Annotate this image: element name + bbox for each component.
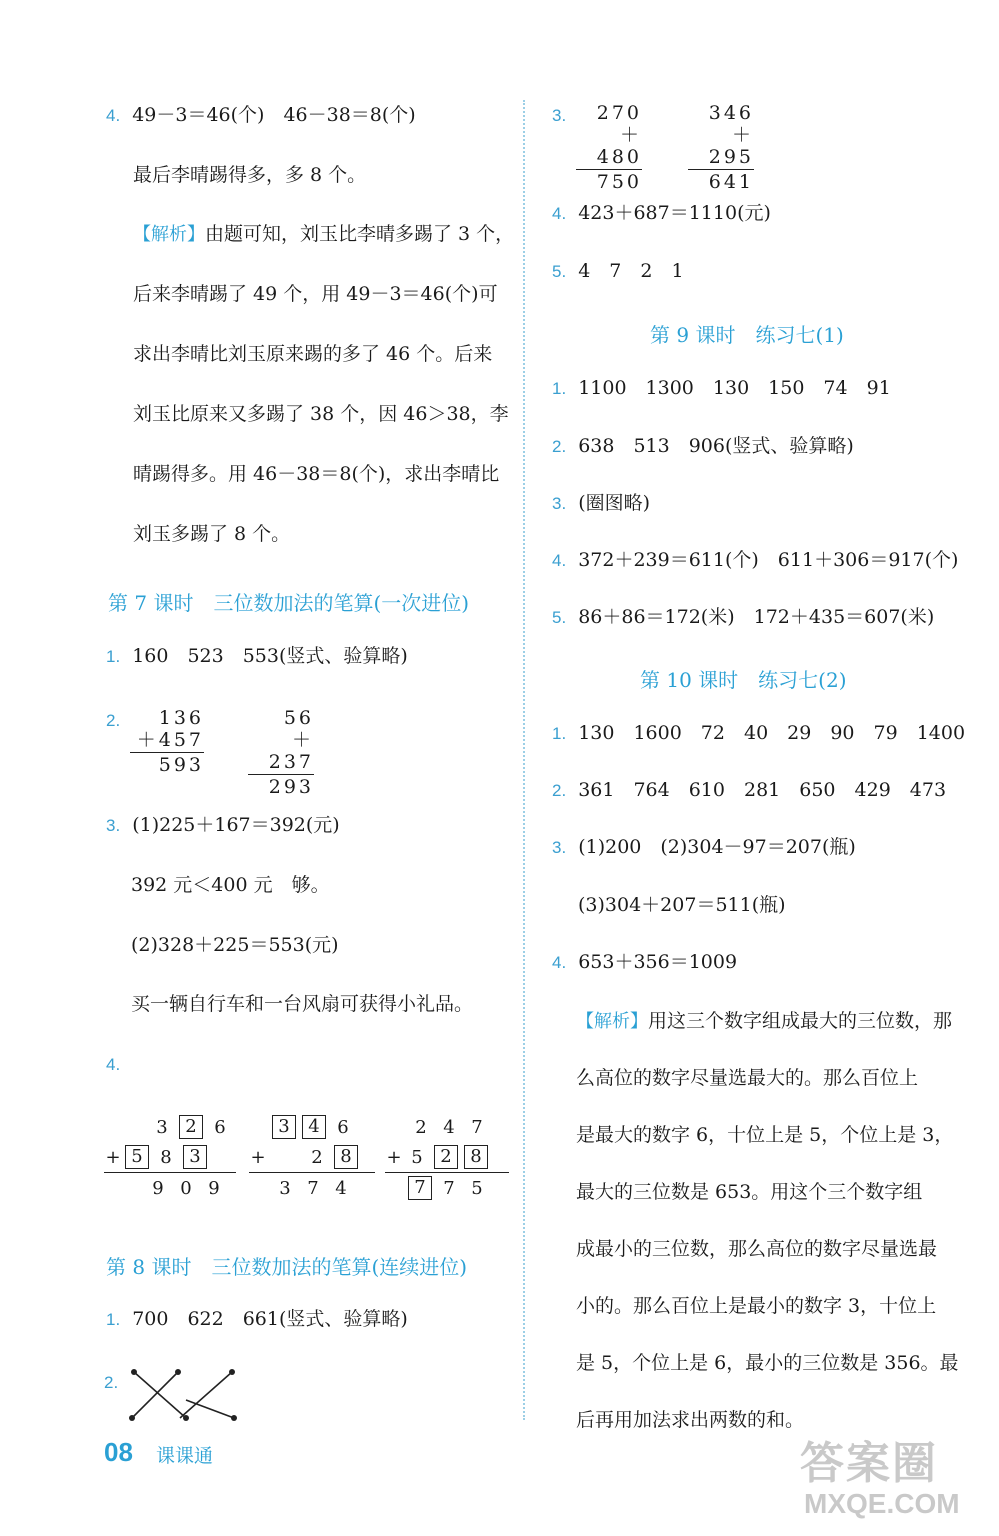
calc-rule xyxy=(576,169,642,170)
analysis-text: 成最小的三位数，那么高位的数字尽量选最 xyxy=(576,1238,938,1260)
calc-rule xyxy=(688,169,754,170)
watermark-logo xyxy=(800,1440,960,1520)
q-number: 3. xyxy=(552,494,567,513)
filled-box: 3 xyxy=(272,1115,296,1139)
calc-result: 641 xyxy=(708,171,754,193)
calc-top: 346 xyxy=(708,102,754,124)
filled-box: 7 xyxy=(408,1176,432,1200)
calc-row xyxy=(249,1173,375,1203)
answer-text: 买一辆自行车和一台风扇可获得小礼品。 xyxy=(131,993,474,1015)
lesson-8-heading: 第 8 课时 三位数加法的笔算(连续进位) xyxy=(106,1255,468,1279)
q-text: 638 513 906(竖式、验算略) xyxy=(578,435,854,457)
digit: 5 xyxy=(471,1177,483,1199)
answer-text: 最后李晴踢得多，多 8 个。 xyxy=(133,164,367,186)
digit: 9 xyxy=(208,1177,220,1199)
q-number: 2. xyxy=(104,1373,119,1392)
answer-text: 392 元＜400 元 够。 xyxy=(131,874,330,896)
calc-row xyxy=(249,1142,375,1172)
analysis-text: 用这三个数字组成最大的三位数，那 xyxy=(648,1010,953,1032)
q-number: 1. xyxy=(552,379,567,398)
s7-q3 xyxy=(106,813,340,838)
s7-q2-number xyxy=(106,708,132,733)
q-text: (1)200 (2)304－97＝207(瓶) xyxy=(578,836,856,858)
calc-row xyxy=(385,1142,509,1172)
s9-q4 xyxy=(552,548,958,573)
digit: 4 xyxy=(335,1177,347,1199)
q-text: 653＋356＝1009 xyxy=(578,951,738,973)
digit: 7 xyxy=(443,1177,455,1199)
r-q3-number xyxy=(552,103,578,128)
match-dot xyxy=(131,1369,137,1375)
digit: 2 xyxy=(415,1116,427,1138)
match-dot xyxy=(231,1415,237,1421)
digit: 8 xyxy=(160,1146,172,1168)
filled-box: 4 xyxy=(302,1115,326,1139)
q-number: 4. xyxy=(106,106,121,125)
vertical-calc xyxy=(576,102,642,193)
plus-sign: + xyxy=(250,1146,266,1168)
digit: 2 xyxy=(311,1146,323,1168)
s10-q3 xyxy=(552,835,856,860)
calc-rule xyxy=(248,774,314,775)
calc-rule xyxy=(130,752,204,753)
matching-lines-diagram xyxy=(120,1360,250,1430)
fill-digit-calc xyxy=(104,1112,236,1203)
q-number: 3. xyxy=(552,106,567,125)
lesson-10-heading: 第 10 课时 练习七(2) xyxy=(640,668,847,692)
q-number: 1. xyxy=(106,1310,121,1329)
brand-name: 课课通 xyxy=(156,1445,214,1467)
calc-add: ＋295 xyxy=(708,124,754,168)
analysis-text: 小的。那么百位上是最小的数字 3，十位上 xyxy=(576,1295,937,1317)
calc-add: ＋480 xyxy=(596,124,642,168)
s7-q1 xyxy=(106,644,408,669)
match-dot xyxy=(129,1415,135,1421)
watermark-text: 答案圈 xyxy=(800,1439,938,1488)
digit: 3 xyxy=(279,1177,291,1199)
analysis-line xyxy=(133,222,514,247)
calc-row xyxy=(104,1112,236,1142)
analysis-text: 刘玉多踢了 8 个。 xyxy=(133,523,291,545)
match-dot xyxy=(229,1369,235,1375)
vertical-calc xyxy=(130,707,204,776)
digit: 7 xyxy=(307,1177,319,1199)
q-number: 4. xyxy=(552,551,567,570)
q-text: 361 764 610 281 650 429 473 xyxy=(578,779,947,801)
analysis-text: 是最大的数字 6，十位上是 5，个位上是 3， xyxy=(576,1124,954,1146)
fill-digit-calc xyxy=(249,1112,375,1203)
plus-sign: + xyxy=(386,1146,402,1168)
analysis-text: 么高位的数字尽量选最大的。那么百位上 xyxy=(576,1067,919,1089)
s9-q3 xyxy=(552,491,650,516)
digit: 9 xyxy=(152,1177,164,1199)
filled-box: 5 xyxy=(125,1145,149,1169)
q-number: 1. xyxy=(106,647,121,666)
s10-q2 xyxy=(552,778,946,803)
calc-row xyxy=(104,1142,236,1172)
q-text: 372＋239＝611(个) 611＋306＝917(个) xyxy=(578,549,959,571)
s10-q4 xyxy=(552,950,737,975)
match-line xyxy=(186,1400,234,1418)
vertical-calc xyxy=(688,102,754,193)
fill-digit-calc xyxy=(385,1112,509,1203)
filled-box: 8 xyxy=(334,1145,358,1169)
digit: 0 xyxy=(180,1177,192,1199)
digit: 6 xyxy=(337,1116,349,1138)
s9-q2 xyxy=(552,434,854,459)
answer-text: (2)328＋225＝553(元) xyxy=(131,934,339,956)
digit: 7 xyxy=(471,1116,483,1138)
q-number: 5. xyxy=(552,262,567,281)
r-q4 xyxy=(552,201,771,226)
s10-q1 xyxy=(552,721,965,746)
q-number: 1. xyxy=(552,724,567,743)
analysis-text: 是 5，个位上是 6，最小的三位数是 356。最 xyxy=(576,1352,959,1374)
filled-box: 2 xyxy=(434,1145,458,1169)
q-number: 3. xyxy=(106,816,121,835)
r-q5 xyxy=(552,259,684,284)
analysis-line xyxy=(576,1009,952,1034)
lesson-9-heading: 第 9 课时 练习七(1) xyxy=(650,323,844,347)
calc-result: 750 xyxy=(596,171,642,193)
s9-q1 xyxy=(552,376,891,401)
filled-box: 8 xyxy=(464,1145,488,1169)
calc-result: 293 xyxy=(268,776,314,798)
analysis-text: 由题可知，刘玉比李晴多踢了 3 个， xyxy=(205,223,515,245)
q-number: 4. xyxy=(552,953,567,972)
calc-top: 270 xyxy=(596,102,642,124)
digit: 6 xyxy=(214,1116,226,1138)
q-text: 86＋86＝172(米) 172＋435＝607(米) xyxy=(578,606,935,628)
analysis-text: 最大的三位数是 653。用这个三个数字组 xyxy=(576,1181,923,1203)
calc-top: 56 xyxy=(283,707,314,729)
calc-result: 593 xyxy=(158,754,204,776)
digit: 5 xyxy=(411,1146,423,1168)
match-line xyxy=(180,1372,232,1418)
analysis-text: 求出李晴比刘玉原来踢的多了 46 个。后来 xyxy=(133,343,493,365)
q-text: 160 523 553(竖式、验算略) xyxy=(132,645,408,667)
page-number: 08 xyxy=(104,1437,133,1467)
q-text: 130 1600 72 40 29 90 79 1400 xyxy=(578,722,966,744)
analysis-text: 刘玉比原来又多踢了 38 个，因 46＞38，李 xyxy=(133,403,509,425)
answer-text: (3)304＋207＝511(瓶) xyxy=(578,894,786,916)
analysis-text: 后来李晴踢了 49 个，用 49－3＝46(个)可 xyxy=(133,283,498,305)
match-line xyxy=(134,1372,186,1418)
column-divider xyxy=(523,100,525,1420)
filled-box: 2 xyxy=(179,1115,203,1139)
calc-add: ＋237 xyxy=(268,729,314,773)
calc-top: 136 xyxy=(158,707,204,729)
q-number: 4. xyxy=(106,1055,121,1074)
q-text: 1100 1300 130 150 74 91 xyxy=(578,377,891,399)
q-text: 49－3＝46(个) 46－38＝8(个) xyxy=(132,104,416,126)
q-number: 2. xyxy=(106,711,121,730)
q-number: 5. xyxy=(552,608,567,627)
calc-row xyxy=(385,1173,509,1203)
lesson-7-heading: 第 7 课时 三位数加法的笔算(一次进位) xyxy=(108,591,470,615)
filled-box: 3 xyxy=(183,1145,207,1169)
q-number: 2. xyxy=(552,437,567,456)
q-text: (圈图略) xyxy=(578,492,651,514)
q-text: 423＋687＝1110(元) xyxy=(578,202,771,224)
calc-row xyxy=(104,1173,236,1203)
q-text: (1)225＋167＝392(元) xyxy=(132,814,340,836)
analysis-text: 后再用加法求出两数的和。 xyxy=(576,1409,805,1431)
q-text: 700 622 661(竖式、验算略) xyxy=(132,1308,408,1330)
vertical-calc xyxy=(248,707,314,798)
match-line xyxy=(132,1372,178,1418)
analysis-tag: 【解析】 xyxy=(133,224,205,245)
q-number: 3. xyxy=(552,838,567,857)
match-dot xyxy=(175,1369,181,1375)
digit: 3 xyxy=(156,1116,168,1138)
digit: 4 xyxy=(443,1116,455,1138)
watermark-url: MXQE.COM xyxy=(804,1488,960,1519)
s8-q1 xyxy=(106,1307,408,1332)
left-q4-line xyxy=(106,103,416,128)
analysis-text: 晴踢得多。用 46－38＝8(个)，求出李晴比 xyxy=(133,463,500,485)
calc-row xyxy=(249,1112,375,1142)
s9-q5 xyxy=(552,605,934,630)
calc-add: ＋457 xyxy=(136,729,204,751)
q-number: 2. xyxy=(552,781,567,800)
plus-sign: + xyxy=(105,1146,121,1168)
match-dot xyxy=(183,1415,189,1421)
analysis-tag: 【解析】 xyxy=(576,1011,648,1032)
q-number: 4. xyxy=(552,204,567,223)
calc-row xyxy=(385,1112,509,1142)
q-text: 4 7 2 1 xyxy=(578,260,684,282)
s7-q4-number xyxy=(106,1052,132,1077)
